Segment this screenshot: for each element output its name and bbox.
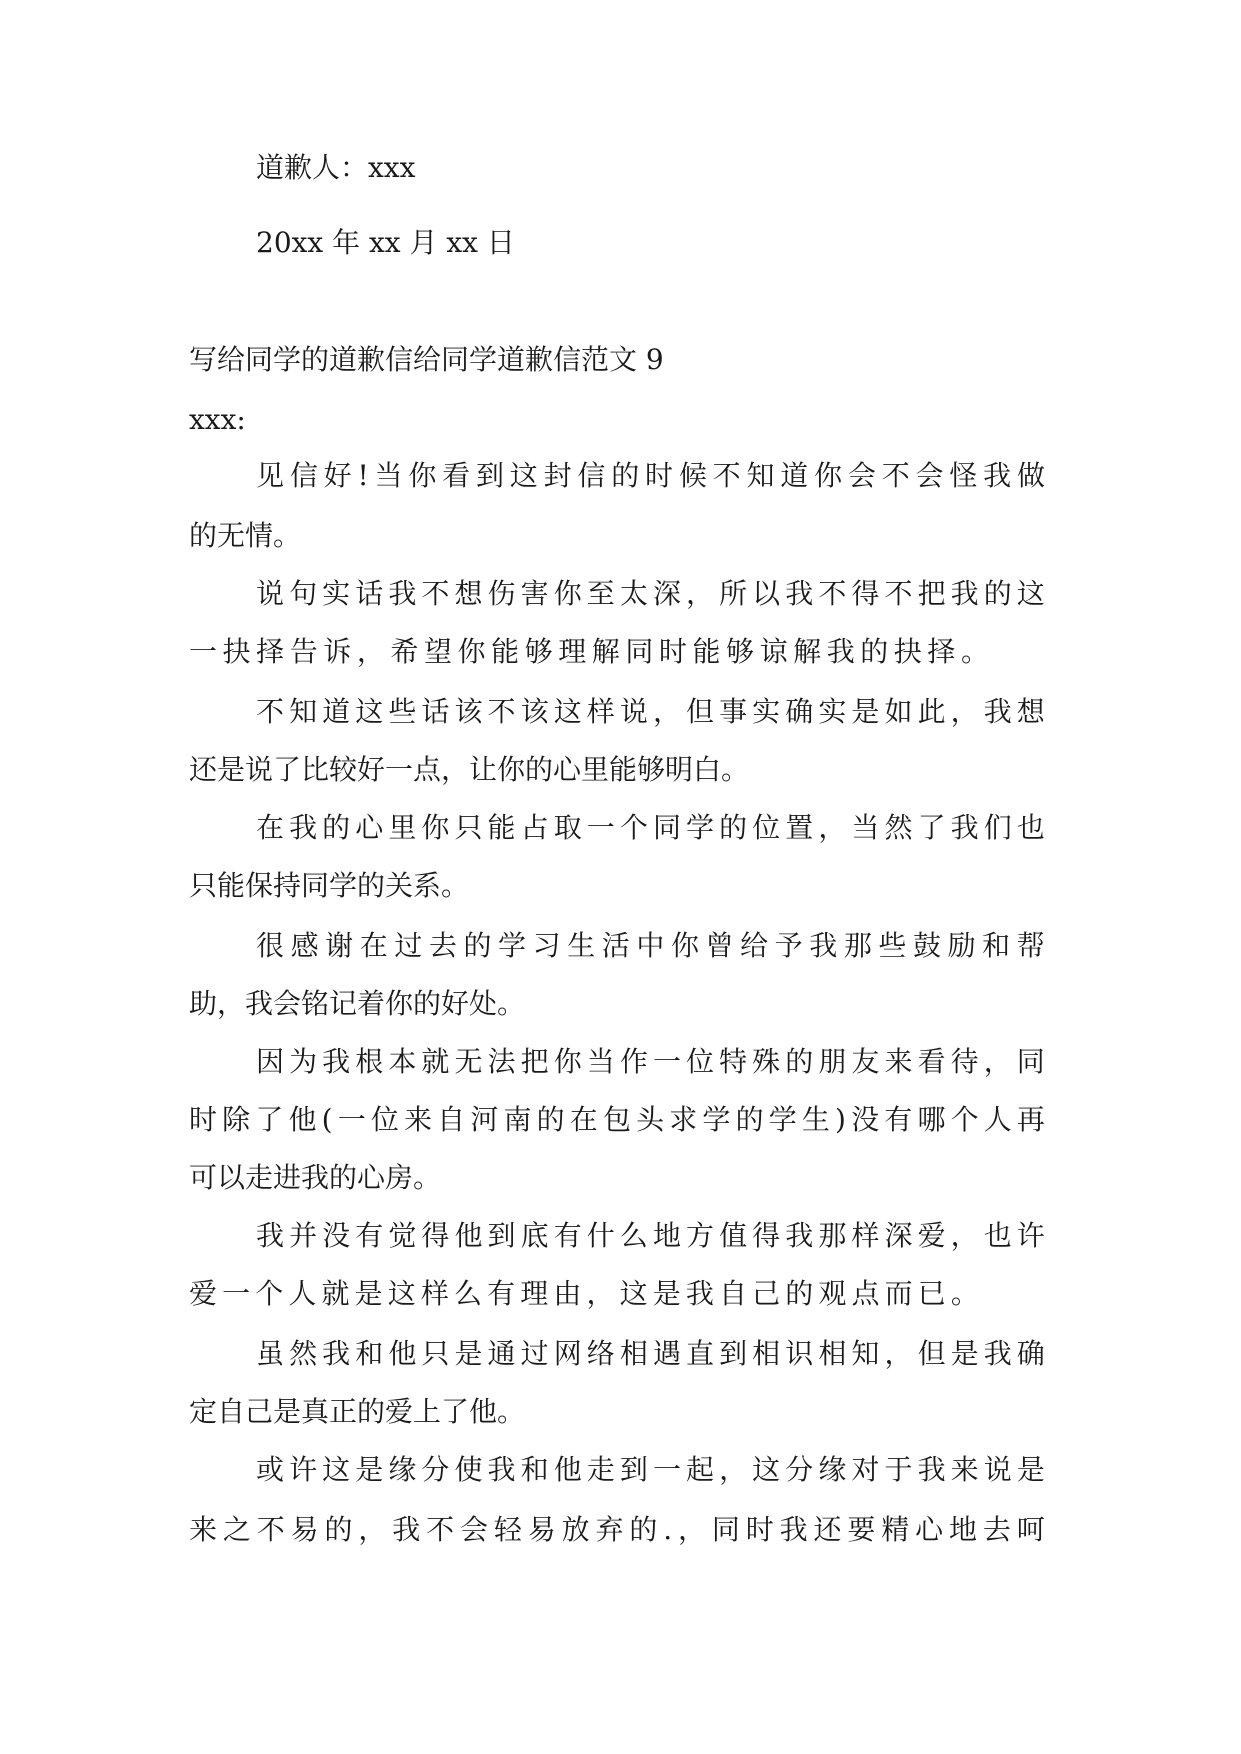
paragraph-line: 爱 一 个 人 就 是 这 样 么 有 理 由 ， 这 是 我 自 己 的 观 点 而 已 。 — [189, 1277, 979, 1310]
paragraph-line: 在 我 的 心 里 你 只 能 占 取 一 个 同 学 的 位 置 ， 当 然 了 我 们 也 — [256, 811, 1045, 844]
paragraph-line: 很 感 谢 在 过 去 的 学 习 生 活 中 你 曾 给 予 我 那 些 鼓 励 和 帮 — [256, 929, 1045, 962]
article-title: 写给同学的道歉信给同学道歉信范文 9 — [189, 343, 664, 376]
paragraph-line: 一 抉 择 告 诉 ， 希 望 你 能 够 理 解 同 时 能 够 谅 解 我 的 抉 择 。 — [189, 635, 989, 668]
date-line: 20xx 年 xx 月 xx 日 — [256, 226, 515, 259]
paragraph-line: 还是说了比较好一点，让你的心里能够明白。 — [189, 753, 750, 786]
paragraph-line: 因 为 我 根 本 就 无 法 把 你 当 作 一 位 特 殊 的 朋 友 来 看 待 ， 同 — [256, 1045, 1045, 1078]
paragraph-line: 不 知 道 这 些 话 该 不 该 这 样 说 ， 但 事 实 确 实 是 如 此 ， 我 想 — [256, 695, 1045, 728]
paragraph-line: 的无情。 — [189, 519, 302, 552]
paragraph-line: 时 除 了 他 ( 一 位 来 自 河 南 的 在 包 头 求 学 的 学 生 ) 没 有 哪 个 人 再 — [189, 1103, 1045, 1136]
paragraph-line: 来 之 不 易 的 ， 我 不 会 轻 易 放 弃 的 . ， 同 时 我 还 要 精 心 地 去 呵 — [189, 1513, 1045, 1546]
paragraph-line: 定自己是真正的爱上了他。 — [189, 1395, 526, 1428]
salutation: xxx: — [189, 403, 246, 436]
paragraph-line: 助，我会铭记着你的好处。 — [189, 987, 526, 1020]
signer-line: 道歉人：xxx — [256, 151, 416, 184]
paragraph-line: 虽 然 我 和 他 只 是 通 过 网 络 相 遇 直 到 相 识 相 知 ， 但 是 我 确 — [256, 1337, 1045, 1370]
paragraph-line: 说 句 实 话 我 不 想 伤 害 你 至 太 深 ， 所 以 我 不 得 不 把 我 的 这 — [256, 577, 1045, 610]
paragraph-line: 只能保持同学的关系。 — [189, 869, 470, 902]
paragraph-line: 或 许 这 是 缘 分 使 我 和 他 走 到 一 起 ， 这 分 缘 对 于 我 来 说 是 — [256, 1453, 1045, 1486]
paragraph-line: 见 信 好 ! 当 你 看 到 这 封 信 的 时 候 不 知 道 你 会 不 会 怪 我 做 — [256, 459, 1045, 492]
paragraph-line: 我 并 没 有 觉 得 他 到 底 有 什 么 地 方 值 得 我 那 样 深 爱 ， 也 许 — [256, 1219, 1045, 1252]
paragraph-line: 可以走进我的心房。 — [189, 1161, 442, 1194]
